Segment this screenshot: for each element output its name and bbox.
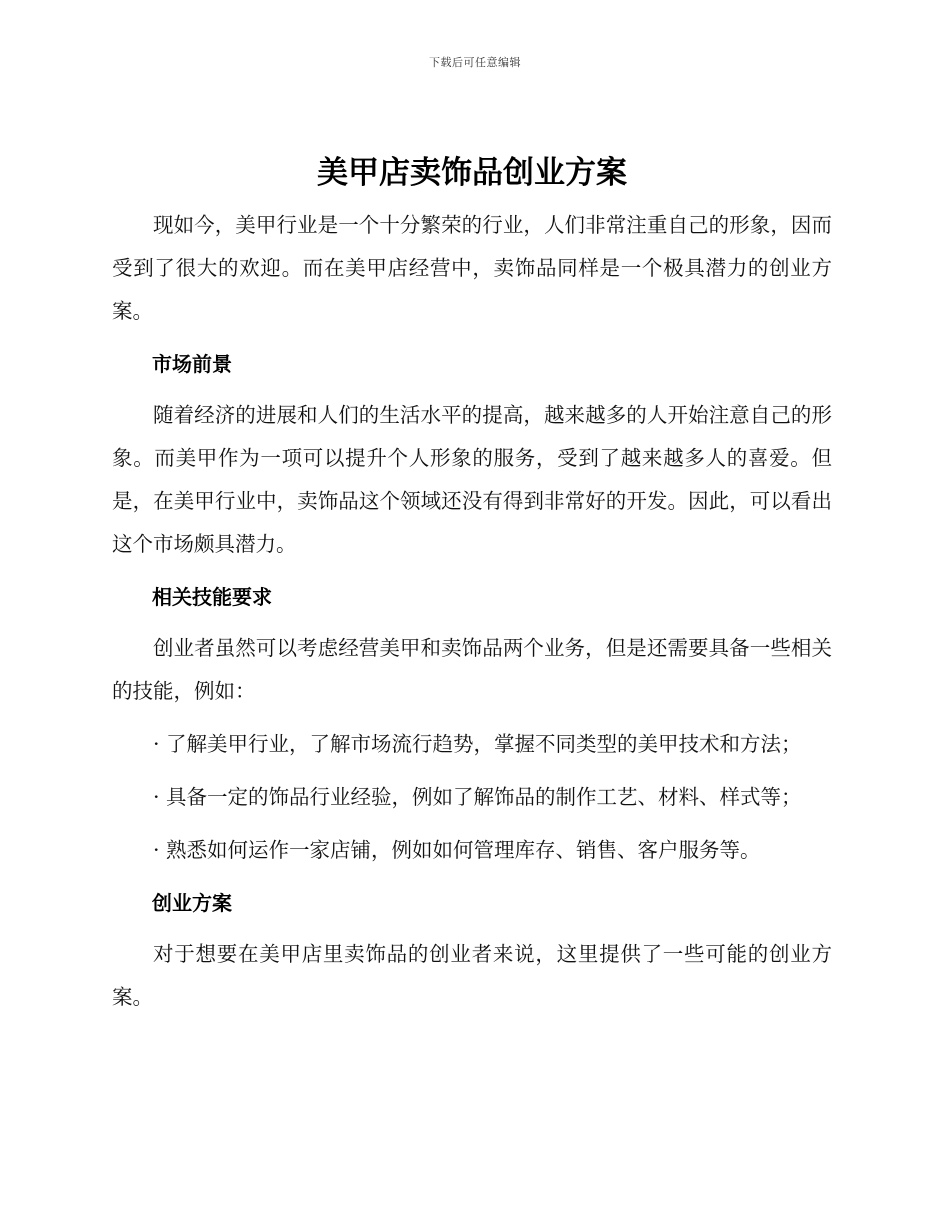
page-header-note: 下载后可任意编辑: [429, 56, 521, 69]
section-heading-skills: 相关技能要求: [152, 585, 272, 609]
bullet-item: · 熟悉如何运作一家店铺，例如如何管理库存、销售、客户服务等。: [153, 838, 761, 862]
document-body: [112, 150, 832, 1019]
section-paragraph-plan: 对于想要在美甲店里卖饰品的创业者来说，这里提供了一些可能的创业方案。: [112, 942, 832, 1009]
bullet-item: · 具备一定的饰品行业经验，例如了解饰品的制作工艺、材料、样式等；: [153, 785, 802, 809]
section-heading-plan: 创业方案: [152, 891, 232, 915]
section-paragraph-market: 随着经济的进展和人们的生活水平的提高，越来越多的人开始注意自己的形象。而美甲作为一项可以提升个人形象的服务，受到了越来越多人的喜爱。但是，在美甲行业中，卖饰品这个领域还没有得到非常好的开发。因此，可以看出这个市场颇具潜力。: [112, 403, 832, 556]
intro-paragraph: 现如今，美甲行业是一个十分繁荣的行业，人们非常注重自己的形象，因而受到了很大的欢迎。而在美甲店经营中，卖饰品同样是一个极具潜力的创业方案。: [112, 213, 832, 323]
section-heading-market: 市场前景: [152, 352, 232, 376]
section-paragraph-skills: 创业者虽然可以考虑经营美甲和卖饰品两个业务，但是还需要具备一些相关的技能，例如：: [112, 636, 832, 703]
document-title: 美甲店卖饰品创业方案: [317, 155, 627, 191]
bullet-item: · 了解美甲行业，了解市场流行趋势，掌握不同类型的美甲技术和方法；: [153, 732, 802, 756]
